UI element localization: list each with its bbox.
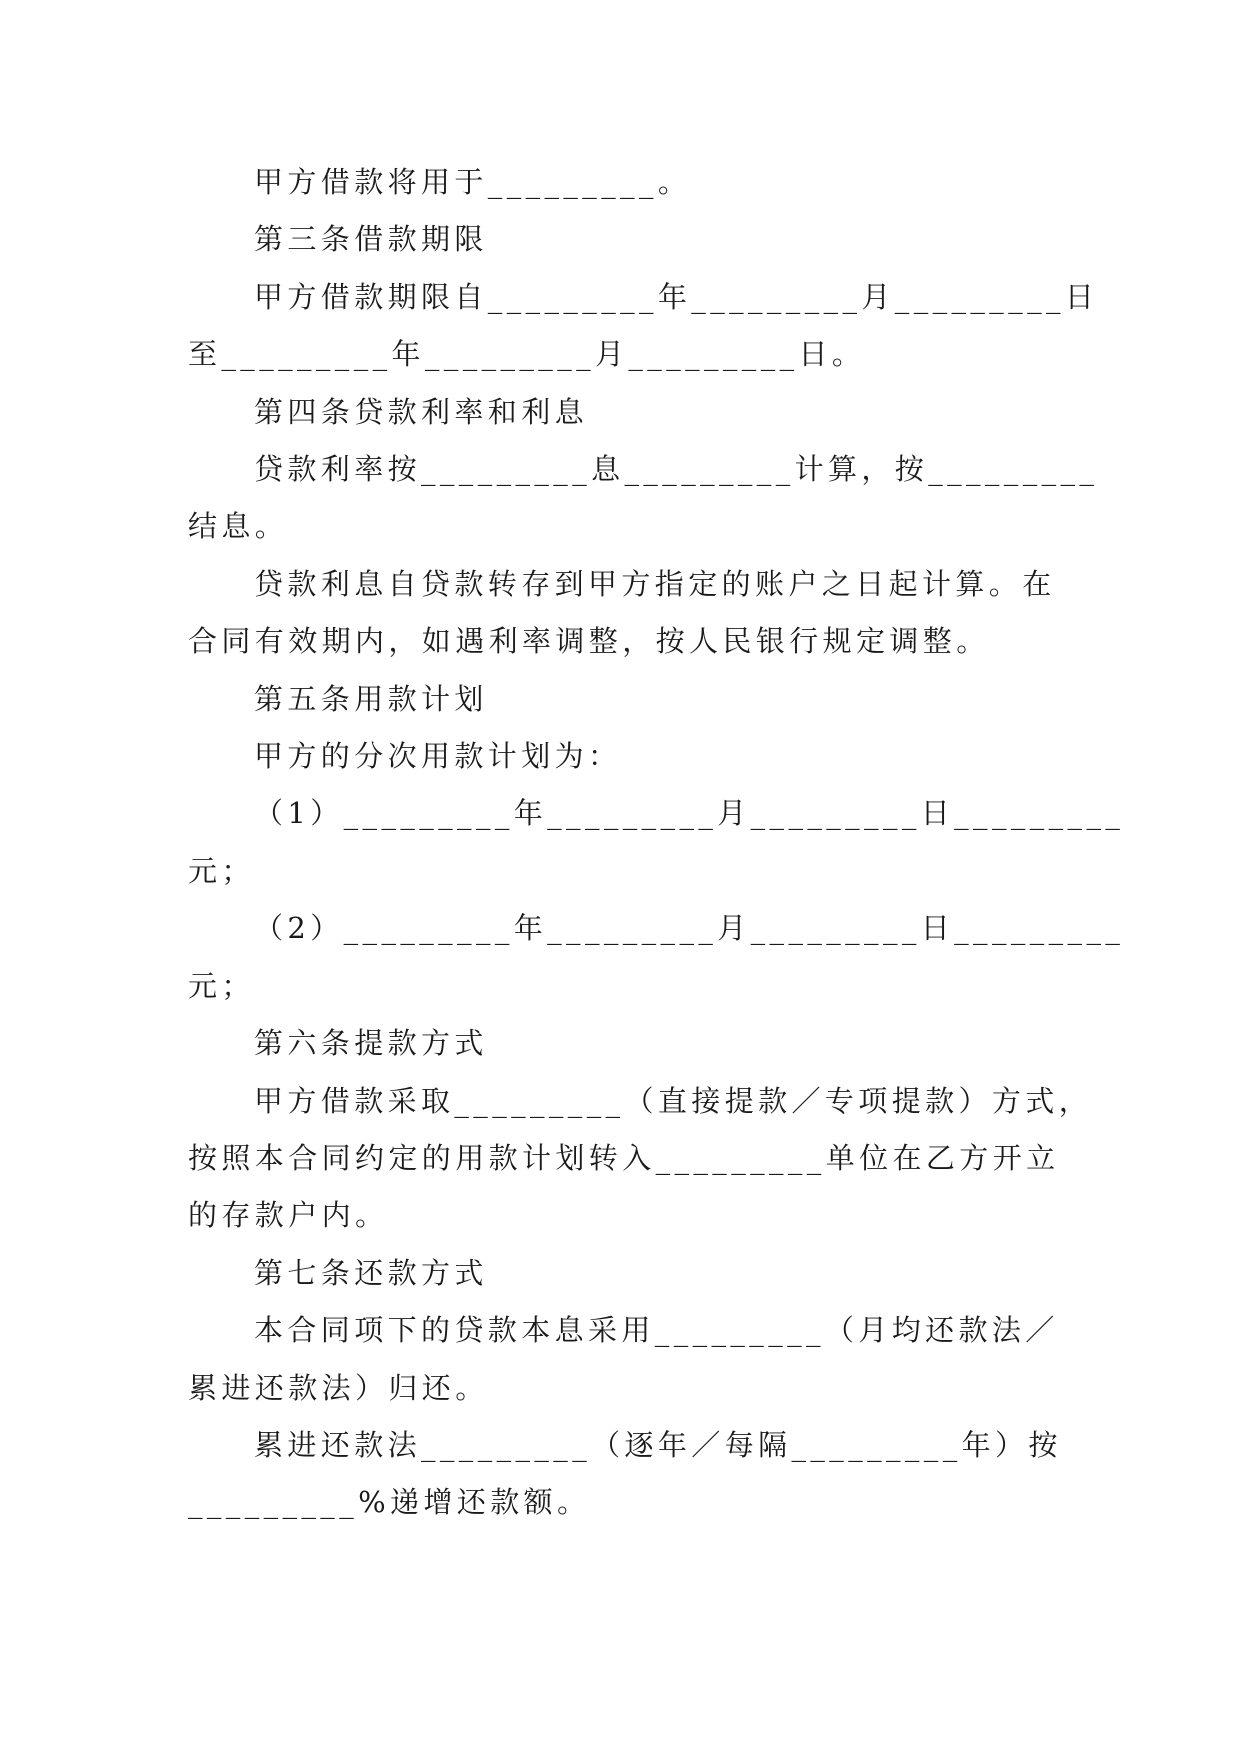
text-line: （1）_________年_________月_________日_________: [254, 796, 1125, 831]
section-heading: 第四条贷款利率和利息: [254, 394, 589, 429]
text-line: 累进还款法_________（逐年／每隔_________年）按: [254, 1427, 1062, 1462]
text-line: 贷款利息自贷款转存到甲方指定的账户之日起计算。在: [254, 566, 1056, 601]
text-line: 累进还款法）归还。: [188, 1370, 489, 1405]
document-body: [188, 154, 1125, 1532]
text-line: 按照本合同约定的用款计划转入_________单位在乙方开立: [188, 1140, 1060, 1175]
text-line: 结息。: [188, 509, 289, 544]
section-heading: 第六条提款方式: [254, 1026, 488, 1061]
text-line: 至_________年_________月_________日。: [188, 337, 866, 372]
text-line: 甲方借款将用于_________。: [254, 165, 692, 199]
text-line: 贷款利率按_________息_________计算，按_________: [254, 452, 1099, 487]
text-line: 合同有效期内，如遇利率调整，按人民银行规定调整。: [188, 624, 990, 659]
text-line: 元；: [188, 968, 255, 1003]
text-line: 元；: [188, 853, 255, 888]
section-heading: 第三条借款期限: [254, 222, 488, 257]
text-line: （2）_________年_________月_________日_________: [254, 911, 1125, 946]
text-line: 甲方借款期限自_________年_________月_________日: [254, 279, 1099, 314]
text-line: 的存款户内。: [188, 1198, 389, 1233]
text-line: _________%递增还款额。: [188, 1485, 591, 1520]
section-heading: 第五条用款计划: [254, 681, 488, 716]
section-heading: 第七条还款方式: [254, 1255, 488, 1290]
text-line: 本合同项下的贷款本息采用_________（月均还款法／: [254, 1313, 1059, 1348]
text-line: 甲方借款采取_________（直接提款／专项提款）方式，: [254, 1083, 1093, 1118]
text-line: 甲方的分次用款计划为：: [254, 739, 622, 774]
